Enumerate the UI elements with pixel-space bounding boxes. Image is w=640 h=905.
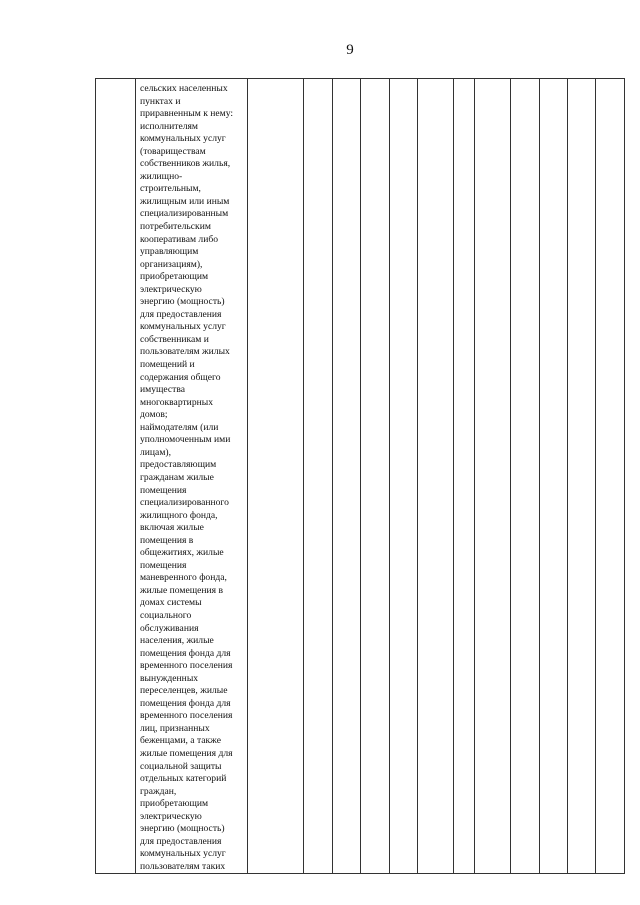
row-number-cell <box>96 79 136 874</box>
description-cell <box>136 79 248 874</box>
description-text: сельских населенных пунктах и приравненным к нему: исполнителям коммунальных услуг (товариществам собственников жилья, жилищно- строительным, жилищным или иным специализированным потребительским кооперативам либо управляющим организациям), приобретающим электрическую энергию (мощность) для предоставления коммунальных услуг собственникам и пользователям жилых помещений и содержания общего имущества многоквартирных домов; наймодателям (или уполномоченным ими лицам), предоставляющим гражданам жилые помещения специализированного жилищного фонда, включая жилые помещения в общежитиях, жилые помещения маневренного фонда, жилые помещения в домах системы социального обслуживания населения, жилые помещения фонда для временного поселения вынужденных переселенцев, жилые помещения фонда для временного поселения лиц, признанных беженцами, а также жилые помещения для социальной защиты отдельных категорий граждан, приобретающим электрическую энергию (мощность) для предоставления коммунальных услуг пользователям таких <box>140 83 234 872</box>
value-cell <box>361 79 390 874</box>
value-cell <box>333 79 361 874</box>
value-cell <box>454 79 475 874</box>
value-cell <box>390 79 418 874</box>
table-row <box>96 79 625 874</box>
value-cell <box>418 79 454 874</box>
value-cell <box>304 79 333 874</box>
value-cell <box>248 79 304 874</box>
value-cell <box>475 79 511 874</box>
tariff-table <box>95 78 625 874</box>
value-cell <box>568 79 596 874</box>
page-number: 9 <box>346 42 354 58</box>
value-cell <box>596 79 625 874</box>
value-cell <box>540 79 568 874</box>
value-cell <box>511 79 540 874</box>
